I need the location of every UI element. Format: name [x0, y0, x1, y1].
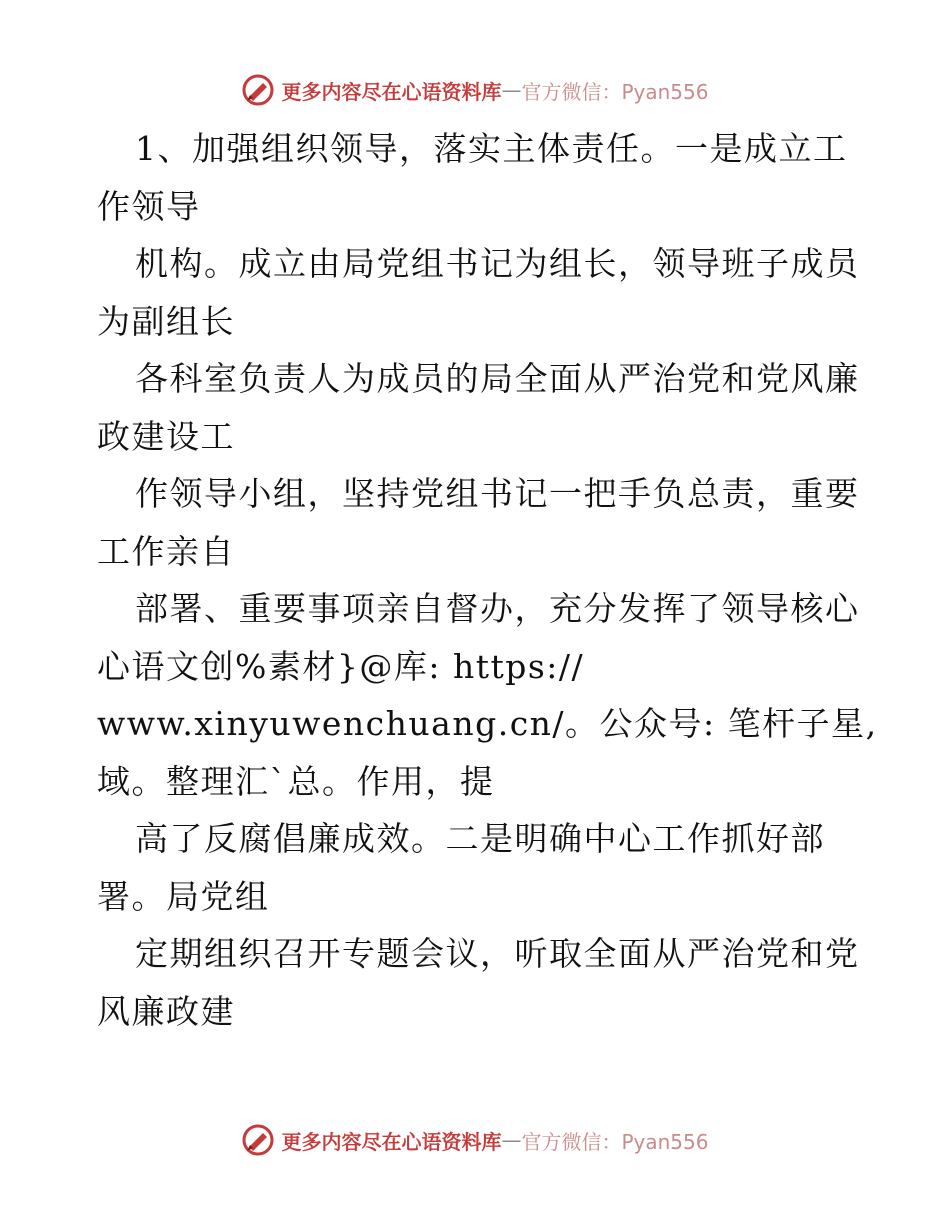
banner-wechat-text: 官方微信：Pyan556 — [521, 1129, 709, 1154]
banner-dash: — — [501, 78, 522, 102]
text-line: 各科室负责人为成员的局全面从严治党和党风廉 — [135, 359, 860, 398]
text-line: 风廉政建 — [97, 991, 235, 1031]
banner-dash: — — [501, 1128, 522, 1152]
text-line: 定期组织召开专题会议，听取全面从严治党和党 — [135, 934, 860, 973]
text-line: 工作亲自 — [97, 531, 235, 571]
text-line: 心语文创%素材}@库: https:// — [97, 646, 585, 686]
banner-text — [281, 76, 708, 105]
text-line: 1、加强组织领导，落实主体责任。一是成立工 — [135, 129, 848, 168]
text-line: 作领导 — [97, 186, 201, 226]
text-line: 部署、重要事项亲自督办，充分发挥了领导核心 — [135, 589, 860, 628]
text-line: 机构。成立由局党组书记为组长，领导班子成员 — [135, 244, 860, 283]
header-banner — [0, 70, 950, 110]
banner-main-text: 更多内容尽在心语资料库 — [281, 79, 502, 104]
pen-logo-icon — [241, 1123, 275, 1157]
text-line: 域。整理汇`总。作用，提 — [97, 761, 495, 801]
banner-text — [281, 1126, 708, 1155]
text-line: 作领导小组，坚持党组书记一把手负总责，重要 — [135, 474, 860, 513]
text-line: 为副组长 — [97, 301, 235, 341]
footer-banner — [0, 1120, 950, 1160]
text-line: 署。局党组 — [97, 876, 270, 916]
banner-wechat-text: 官方微信：Pyan556 — [521, 79, 709, 104]
document-body — [97, 120, 897, 1040]
text-line: www.xinyuwenchuang.cn/。公众号: 笔杆子星, — [97, 704, 878, 743]
text-line: 政建设工 — [97, 416, 235, 456]
banner-main-text: 更多内容尽在心语资料库 — [281, 1129, 502, 1154]
pen-logo-icon — [241, 73, 275, 107]
text-line: 高了反腐倡廉成效。二是明确中心工作抓好部 — [135, 819, 825, 858]
